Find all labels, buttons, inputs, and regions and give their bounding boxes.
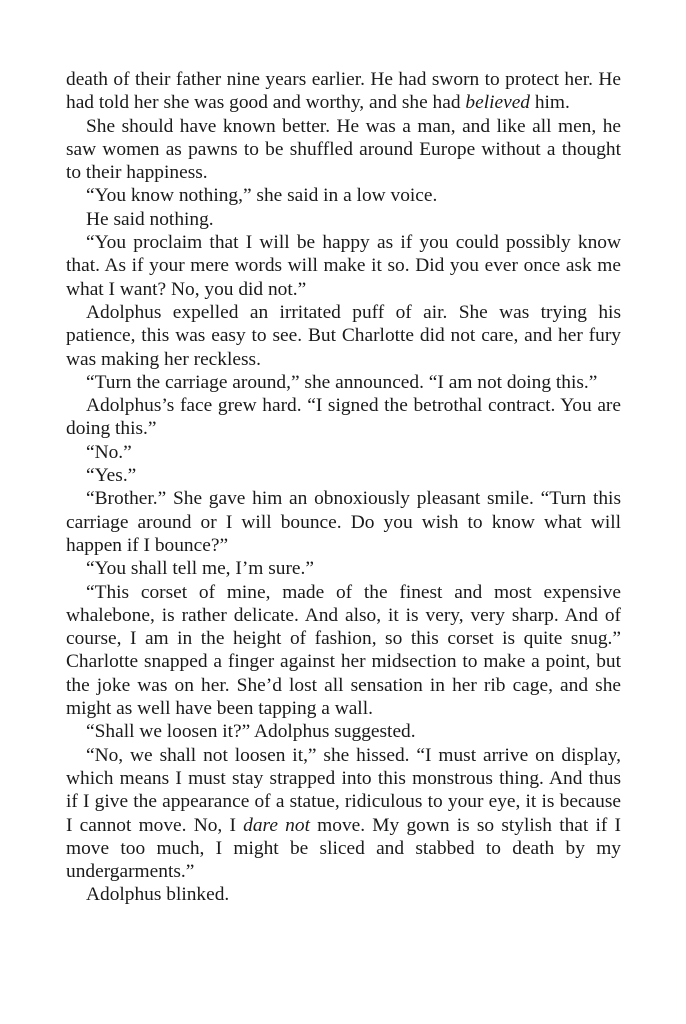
paragraph-text: “No, we shall not loosen it,” she hissed. “I must arrive on display, which means I must stay strapped into this monstrous thing. And thus if I give the appearance of a statue, ridiculous to your eye, it is because I cannot move. No, I [66, 744, 621, 836]
paragraph-text: “Turn the carriage around,” she announced. “I am not doing this.” [86, 371, 598, 393]
paragraph [66, 557, 621, 580]
paragraph [66, 487, 621, 557]
paragraph-text: “Brother.” She gave him an obnoxiously pleasant smile. “Turn this carriage around or I will bounce. Do you wish to know what will happen if I bounce?” [66, 488, 621, 556]
paragraph-text: Adolphus’s face grew hard. “I signed the betrothal contract. You are doing this.” [66, 395, 621, 440]
paragraph [66, 464, 621, 487]
paragraph-text: She should have known better. He was a man, and like all men, he saw women as pawns to be shuffled around Europe without a thought to their happiness. [66, 115, 621, 184]
paragraph [66, 301, 621, 371]
paragraph-text: Adolphus blinked. [86, 884, 230, 906]
paragraph-text: “You shall tell me, I’m sure.” [86, 558, 314, 580]
paragraph [66, 231, 621, 301]
paragraph [66, 883, 621, 906]
paragraph [66, 371, 621, 394]
paragraph-text: death of their father nine years earlier. He had sworn to protect her. He had told her she was good and worthy, and she had [66, 69, 621, 114]
emphasis-text: dare not [243, 814, 310, 836]
paragraph-text: him. [530, 92, 570, 114]
page-body [66, 68, 621, 907]
paragraph-text: “Shall we loosen it?” Adolphus suggested. [86, 721, 416, 743]
paragraph-text: “You know nothing,” she said in a low voice. [86, 185, 438, 207]
paragraph-text: “You proclaim that I will be happy as if you could possibly know that. As if your mere words will make it so. Did you ever once ask me what I want? No, you did not.” [66, 232, 621, 300]
paragraph-text: He said nothing. [86, 208, 214, 230]
paragraph [66, 68, 621, 115]
paragraph [66, 720, 621, 743]
paragraph-text: “This corset of mine, made of the finest and most expensive whalebone, is rather delicate. And also, it is very, very sharp. And of course, I am in the height of fashion, so this corset is quite snug.” Charlotte snapped a finger against her midsection to make a point, but the joke was on her. She’d lost all sensation in her rib cage, and she might as well have been tapping a wall. [66, 581, 621, 720]
paragraph-text: “Yes.” [86, 465, 137, 487]
paragraph [66, 208, 621, 231]
emphasis-text: believed [465, 92, 530, 114]
paragraph-text: “No.” [86, 441, 132, 463]
paragraph [66, 441, 621, 464]
paragraph-text: Adolphus expelled an irritated puff of air. She was trying his patience, this was easy to see. But Charlotte did not care, and her fury was making her reckless. [66, 301, 621, 370]
paragraph-text: move. My gown is so stylish that if I move too much, I might be sliced and stabbed to death by my undergarments.” [66, 814, 621, 883]
paragraph [66, 744, 621, 884]
paragraph [66, 115, 621, 185]
paragraph [66, 581, 621, 721]
paragraph [66, 394, 621, 441]
paragraph [66, 184, 621, 207]
